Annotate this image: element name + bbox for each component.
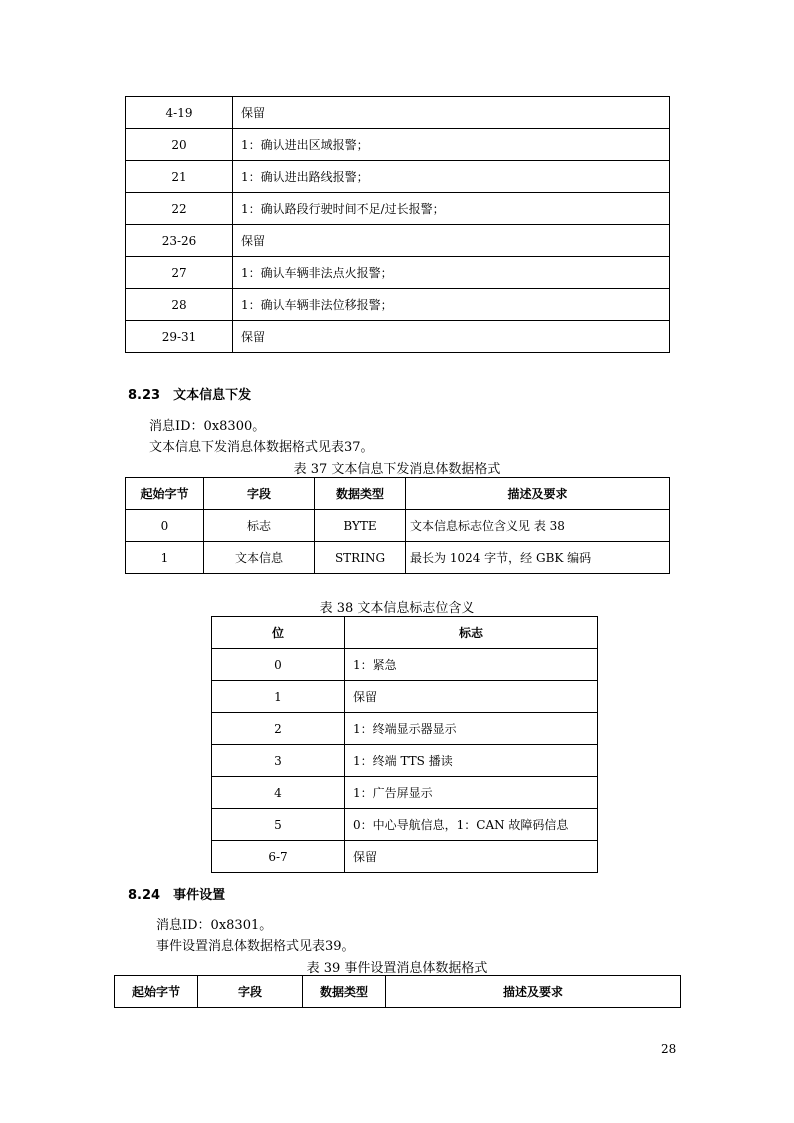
section-title-8-24: 8.24 事件设置: [128, 888, 226, 903]
table-row: 23-26 保留: [126, 225, 670, 257]
table-row: 20 1：确认进出区域报警；: [126, 129, 670, 161]
section-title-8-23: 8.23 文本信息下发: [128, 388, 252, 403]
table-reference-text: 文本信息下发消息体数据格式见表37。: [149, 440, 374, 455]
table-row: 22 1：确认路段行驶时间不足/过长报警；: [126, 193, 670, 225]
table-row: 1 保留: [212, 681, 598, 713]
table-header-row: 起始字节 字段 数据类型 描述及要求: [126, 478, 670, 510]
table-row: 4-19 保留: [126, 97, 670, 129]
table-37-caption: 表 37 文本信息下发消息体数据格式: [293, 462, 501, 477]
table-39: [114, 975, 681, 1008]
table-header-row: 位 标志: [212, 617, 598, 649]
table-row: 21 1：确认进出路线报警；: [126, 161, 670, 193]
continued-bit-table: [125, 96, 670, 353]
table-38-caption: 表 38 文本信息标志位含义: [319, 601, 475, 616]
table-row: 5 0：中心导航信息，1：CAN 故障码信息: [212, 809, 598, 841]
table-row: 0 标志 BYTE 文本信息标志位含义见 表 38: [126, 510, 670, 542]
table-row: 4 1：广告屏显示: [212, 777, 598, 809]
message-id-text: 消息ID：0x8301。: [156, 918, 273, 933]
table-header-row: 起始字节 字段 数据类型 描述及要求: [115, 976, 681, 1008]
table-row: 0 1：紧急: [212, 649, 598, 681]
table-row: 27 1：确认车辆非法点火报警；: [126, 257, 670, 289]
table-row: 29-31 保留: [126, 321, 670, 353]
table-37: [125, 477, 670, 574]
table-reference-text: 事件设置消息体数据格式见表39。: [156, 939, 355, 954]
message-id-text: 消息ID：0x8300。: [149, 419, 266, 434]
table-row: 28 1：确认车辆非法位移报警；: [126, 289, 670, 321]
table-row: 1 文本信息 STRING 最长为 1024 字节，经 GBK 编码: [126, 542, 670, 574]
table-row: 3 1：终端 TTS 播读: [212, 745, 598, 777]
page-number: 28: [661, 1042, 677, 1056]
table-row: 2 1：终端显示器显示: [212, 713, 598, 745]
table-38: [211, 616, 598, 873]
table-row: 6-7 保留: [212, 841, 598, 873]
table-39-caption: 表 39 事件设置消息体数据格式: [306, 961, 488, 976]
